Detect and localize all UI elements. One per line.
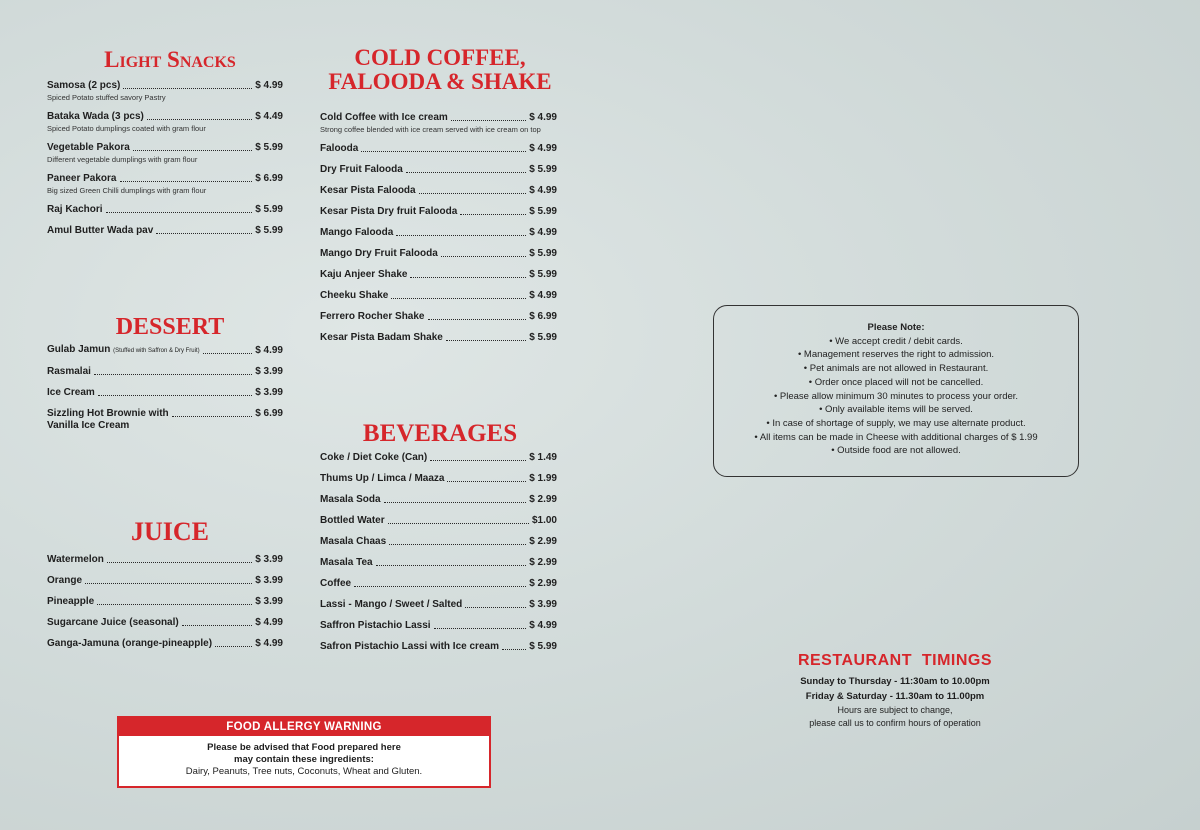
item-description: Strong coffee blended with ice cream served with ice cream on top — [320, 125, 541, 134]
item-price: $ 4.99 — [529, 185, 557, 196]
item-name: Kesar Pista Badam Shake — [320, 332, 443, 343]
note-line: • Pet animals are not allowed in Restaurant. — [803, 363, 989, 375]
item-name: Vegetable Pakora — [47, 142, 130, 153]
item-price: $ 6.99 — [529, 311, 557, 322]
item-name: Kaju Anjeer Shake — [320, 269, 408, 280]
list-item — [47, 617, 283, 629]
item-description: Spiced Potato dumplings coated with gram flour — [47, 124, 206, 133]
item-name: Lassi - Mango / Sweet / Salted — [320, 599, 463, 610]
item-price: $ 2.99 — [529, 578, 557, 589]
item-price: $ 4.99 — [529, 112, 557, 123]
item-price: $ 2.99 — [529, 536, 557, 547]
list-item — [47, 366, 283, 378]
allergy-ingredients: Dairy, Peanuts, Tree nuts, Coconuts, Wheat and Gluten. — [185, 766, 423, 777]
restaurant-timings — [760, 652, 1030, 730]
item-price: $ 4.99 — [529, 290, 557, 301]
item-name: Kesar Pista Falooda — [320, 185, 416, 196]
list-item — [320, 143, 557, 155]
list-item — [320, 494, 557, 506]
item-name: Coffee — [320, 578, 352, 589]
item-name: Samosa (2 pcs) — [47, 80, 121, 91]
item-price: $ 6.99 — [255, 173, 283, 184]
dessert-title: DESSERT — [115, 314, 225, 340]
list-item — [320, 536, 557, 548]
list-item — [320, 473, 557, 485]
item-name: Cheeku Shake — [320, 290, 389, 301]
item-price: $ 4.99 — [255, 617, 283, 628]
note-line: • Outside food are not allowed. — [831, 445, 961, 457]
item-name: Bataka Wada (3 pcs) — [47, 111, 144, 122]
list-item — [47, 111, 283, 133]
item-name: Masala Chaas — [320, 536, 387, 547]
cold-coffee-title-line2: FALOODA & SHAKE — [328, 69, 552, 95]
please-note-title: Please Note: — [867, 322, 925, 333]
item-name: Ganga-Jamuna (orange-pineapple) — [47, 638, 213, 649]
item-name: Rasmalai — [47, 366, 91, 377]
item-price: $ 2.99 — [529, 557, 557, 568]
timings-weekday: Sunday to Thursday - 11:30am to 10.00pm — [800, 676, 990, 687]
item-price: $ 3.99 — [255, 366, 283, 377]
note-line: • In case of shortage of supply, we may use alternate product. — [766, 417, 1026, 429]
allergy-body — [119, 736, 489, 778]
item-name: Cold Coffee with Ice cream — [320, 112, 448, 123]
item-name: Ferrero Rocher Shake — [320, 311, 425, 322]
item-price: $ 4.99 — [529, 227, 557, 238]
item-name-continued: Vanilla Ice Cream — [47, 420, 130, 431]
list-item — [320, 227, 557, 239]
item-note: (Stuffed with Saffron & Dry Fruit) — [113, 348, 200, 354]
item-name: Watermelon — [47, 554, 104, 565]
item-price: $ 1.49 — [529, 452, 557, 463]
cold-coffee-list — [320, 112, 557, 353]
list-item — [320, 599, 557, 611]
list-item — [47, 387, 283, 399]
item-price: $ 5.99 — [255, 142, 283, 153]
item-price: $ 3.99 — [255, 575, 283, 586]
list-item — [320, 515, 557, 527]
item-price: $ 5.99 — [529, 248, 557, 259]
allergy-header: FOOD ALLERGY WARNING — [119, 718, 489, 736]
item-price: $ 5.99 — [529, 641, 557, 652]
allergy-line: may contain these ingredients: — [234, 754, 374, 765]
item-name: Thums Up / Limca / Maaza — [320, 473, 445, 484]
beverages-list — [320, 452, 557, 662]
beverages-title: BEVERAGES — [362, 420, 518, 447]
cold-coffee-title — [300, 46, 580, 94]
list-item — [47, 204, 283, 216]
list-item — [320, 248, 557, 260]
item-price: $ 5.99 — [529, 164, 557, 175]
item-name: Gulab Jamun (Stuffed with Saffron & Dry Fruit) — [47, 344, 200, 355]
list-item — [320, 452, 557, 464]
light-snacks-list — [47, 80, 283, 246]
cold-coffee-title-line1: COLD COFFEE, — [354, 45, 526, 70]
item-price: $ 3.99 — [255, 596, 283, 607]
list-item — [47, 173, 283, 195]
item-name: Mango Falooda — [320, 227, 394, 238]
item-price: $ 5.99 — [529, 269, 557, 280]
item-name: Saffron Pistachio Lassi — [320, 620, 431, 631]
item-name: Sugarcane Juice (seasonal) — [47, 617, 179, 628]
juice-list — [47, 554, 283, 659]
list-item — [320, 290, 557, 302]
item-price: $ 3.99 — [529, 599, 557, 610]
dessert-list — [47, 344, 283, 441]
list-item — [320, 332, 557, 344]
list-item — [320, 206, 557, 218]
item-price: $1.00 — [531, 515, 557, 526]
item-price: $ 3.99 — [255, 554, 283, 565]
item-name: Masala Soda — [320, 494, 381, 505]
light-snacks-title: Light Snacks — [104, 47, 236, 72]
item-price: $ 2.99 — [529, 494, 557, 505]
timings-title: RESTAURANT TIMINGS — [797, 652, 993, 669]
item-price: $ 4.99 — [529, 143, 557, 154]
note-line: • Management reserves the right to admission. — [797, 349, 995, 361]
item-name: Dry Fruit Falooda — [320, 164, 403, 175]
note-line: • We accept credit / debit cards. — [829, 335, 963, 347]
item-price: $ 5.99 — [255, 204, 283, 215]
item-name: Paneer Pakora — [47, 173, 117, 184]
item-name: Pineapple — [47, 596, 95, 607]
list-item — [320, 620, 557, 632]
food-allergy-warning — [117, 716, 491, 788]
item-price: $ 5.99 — [529, 332, 557, 343]
item-name: Raj Kachori — [47, 204, 103, 215]
item-price: $ 4.99 — [255, 638, 283, 649]
timings-weekend: Friday & Saturday - 11.30am to 11.00pm — [805, 691, 985, 702]
allergy-line: Please be advised that Food prepared here — [207, 742, 401, 753]
list-item — [320, 557, 557, 569]
list-item — [47, 408, 283, 432]
list-item — [47, 554, 283, 566]
list-item — [320, 311, 557, 323]
item-price: $ 5.99 — [529, 206, 557, 217]
item-price: $ 3.99 — [255, 387, 283, 398]
list-item — [47, 225, 283, 237]
item-name: Falooda — [320, 143, 359, 154]
note-line: • All items can be made in Cheese with additional charges of $ 1.99 — [754, 431, 1038, 443]
list-item — [47, 344, 283, 357]
item-name: Bottled Water — [320, 515, 385, 526]
list-item — [320, 112, 557, 134]
list-item — [47, 80, 283, 102]
item-name: Sizzling Hot Brownie with — [47, 408, 169, 419]
item-price: $ 4.99 — [255, 80, 283, 91]
please-note-box — [713, 305, 1079, 477]
item-name: Ice Cream — [47, 387, 95, 398]
note-line: • Please allow minimum 30 minutes to process your order. — [773, 390, 1019, 402]
item-description: Spiced Potato stuffed savory Pastry — [47, 93, 166, 102]
timings-note: Hours are subject to change, — [837, 705, 953, 715]
item-price: $ 1.99 — [529, 473, 557, 484]
item-price: $ 6.99 — [255, 408, 283, 419]
list-item — [320, 185, 557, 197]
item-description: Big sized Green Chilli dumplings with gram flour — [47, 186, 207, 195]
item-price: $ 4.49 — [255, 111, 283, 122]
item-name: Masala Tea — [320, 557, 373, 568]
list-item — [47, 596, 283, 608]
item-name: Amul Butter Wada pav — [47, 225, 154, 236]
item-price: $ 5.99 — [255, 225, 283, 236]
item-name: Coke / Diet Coke (Can) — [320, 452, 428, 463]
note-line: • Only available items will be served. — [819, 404, 973, 416]
item-price: $ 4.99 — [255, 345, 283, 356]
item-description: Different vegetable dumplings with gram flour — [47, 155, 198, 164]
list-item — [47, 142, 283, 164]
note-line: • Order once placed will not be cancelled. — [808, 376, 984, 388]
list-item — [320, 578, 557, 590]
item-name: Orange — [47, 575, 83, 586]
item-name: Mango Dry Fruit Falooda — [320, 248, 438, 259]
item-name: Kesar Pista Dry fruit Falooda — [320, 206, 458, 217]
list-item — [47, 575, 283, 587]
item-price: $ 4.99 — [529, 620, 557, 631]
list-item — [320, 641, 557, 653]
list-item — [320, 164, 557, 176]
list-item — [320, 269, 557, 281]
timings-note: please call us to confirm hours of operation — [809, 718, 981, 728]
item-name: Safron Pistachio Lassi with Ice cream — [320, 641, 499, 652]
juice-title: JUICE — [130, 517, 209, 546]
list-item — [47, 638, 283, 650]
